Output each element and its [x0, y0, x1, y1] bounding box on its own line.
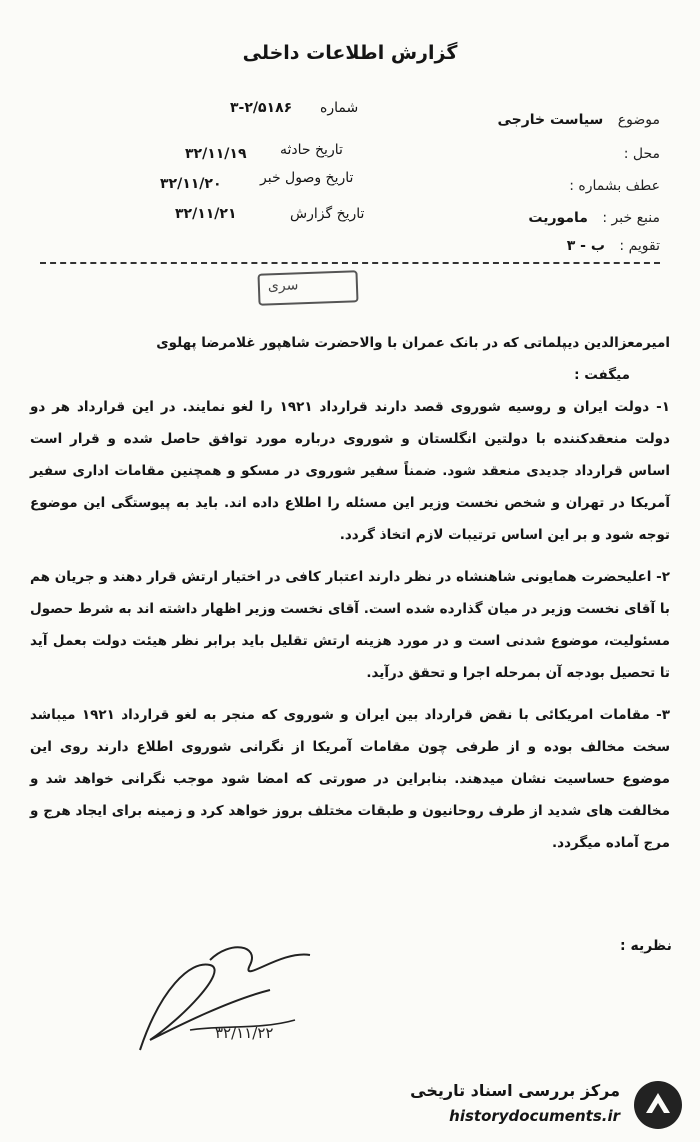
- source-label: منبع خبر :: [602, 210, 660, 226]
- event-date-value: ۳۲/۱۱/۱۹: [185, 146, 247, 162]
- receipt-date-label: تاریخ وصول خبر: [260, 170, 354, 186]
- intro-line: امیرمعزالدین دیپلماتی که در بانک عمران با والاحضرت شاهپور غلامرضا پهلوی: [156, 335, 670, 351]
- paragraph-3: ۳- مقامات امریکائی با نقض قرارداد بین ایران و شوروی که منجر به لغو قرارداد ۱۹۲۱ میباشد سخت مخالف بوده و از طرفی چون مقامات آمریکا از نگرانی شوروی اطلاع دارند روی این موضوع حساسیت نشان میدهند. بنابراین در صورتی که امضا شود موجب نگرانی خواهد شد و مخالفت های شدید از طرف روحانیون و طبقات مختلف بروز خواهد کرد و زمینه برای ایجاد هرج و مرج آماده میگردد.: [30, 707, 670, 851]
- report-body: [30, 327, 670, 859]
- place-label: محل :: [623, 146, 660, 162]
- number-value: ۳-۲/۵۱۸۶: [230, 100, 293, 116]
- evaluation-label: تقویم :: [619, 238, 660, 254]
- paragraph-2: ۲- اعلیحضرت همایونی شاهنشاه در نظر دارند اعتبار کافی در اختیار ارتش قرار دهند و جریان هم با آقای نخست وزیر در میان گذارده شده است. آقای نخست وزیر اظهار داشته اند به شرط حصول مسئولیت، موضوع شدنی است و در مورد هزینه ارتش تقلیل باید برابر نظر هیئت دولت بعمل آید تا تحصیل بودجه آن بمرحله اجرا و تحقق درآید.: [30, 569, 670, 681]
- source-row: [528, 210, 660, 226]
- subject-label: موضوع: [617, 112, 660, 128]
- header-divider: [40, 262, 660, 264]
- subject-value: سیاست خارجی: [497, 112, 604, 128]
- report-date-value: ۳۲/۱۱/۲۱: [175, 206, 237, 222]
- document-title: گزارش اطلاعات داخلی: [242, 42, 458, 64]
- event-date-label: تاریخ حادثه: [280, 142, 343, 158]
- opinion-label: نظریه :: [620, 938, 672, 954]
- report-date-label: تاریخ گزارش: [290, 206, 365, 222]
- archive-logo-icon: [632, 1079, 684, 1131]
- archive-footer: [400, 1075, 690, 1135]
- source-value: ماموریت: [528, 210, 588, 226]
- receipt-date-value: ۳۲/۱۱/۲۰: [160, 176, 222, 192]
- subject-row: [497, 112, 660, 128]
- evaluation-row: [567, 238, 660, 254]
- footer-org-name: مرکز بررسی اسناد تاریخی: [410, 1081, 620, 1100]
- number-label: شماره: [320, 100, 359, 116]
- intro-continuation: میگفت :: [574, 367, 630, 383]
- handwritten-signature: [120, 930, 370, 1060]
- ref-row: [569, 178, 660, 194]
- evaluation-value: ب - ۳: [566, 238, 605, 254]
- ref-label: عطف بشماره :: [569, 178, 660, 194]
- place-row: [624, 146, 660, 162]
- stamp-text: سری: [267, 277, 299, 295]
- footer-url[interactable]: historydocuments.ir: [449, 1107, 620, 1125]
- signature-date: ۳۲/۱۱/۲۲: [215, 1024, 274, 1042]
- paragraph-1: ۱- دولت ایران و روسیه شوروی قصد دارند قرارداد ۱۹۲۱ را لغو نمایند. در این قرارداد هر دو دولت منعقدکننده با دولتین انگلستان و شوروی درباره مورد توافق حاصل شده و قرار است اساس قرارداد جدیدی منعقد شود. ضمناً سفیر شوروی در مسکو و همچنین مقامات اداری سفیر آمریکا در تهران و شخص نخست وزیر این مسئله را اطلاع داده اند. باید به پیوستگی این موضوع توجه شود و بر این اساس ترتیبات لازم اتخاذ گردد.: [30, 399, 671, 543]
- classification-stamp: [257, 270, 358, 305]
